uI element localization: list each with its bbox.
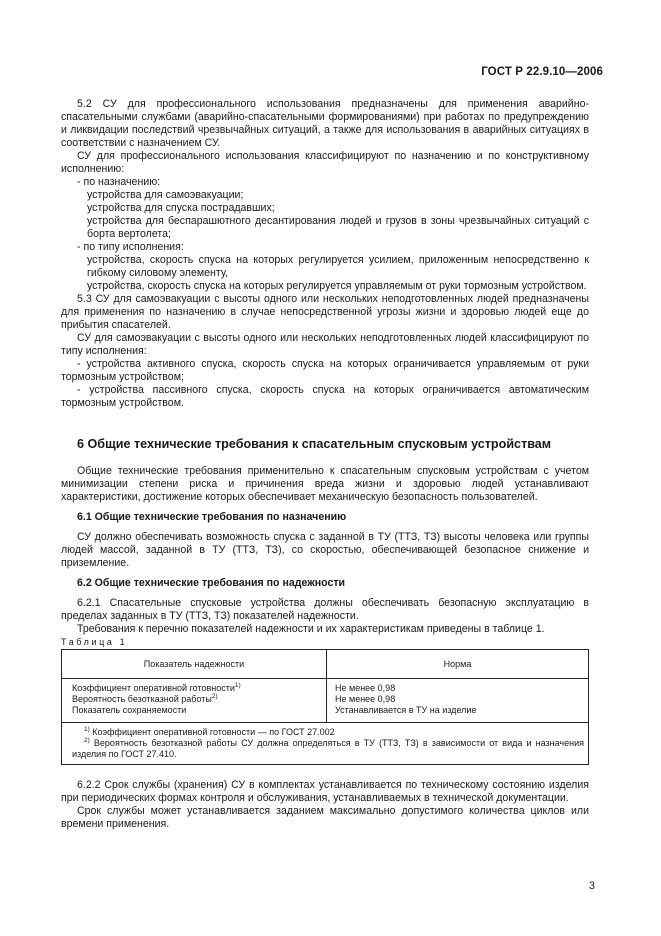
indicator-cell	[62, 679, 327, 723]
table-caption: Таблица 1	[61, 637, 128, 647]
footnote-mark: 1)	[84, 726, 90, 733]
norm-value: Не менее 0,98	[335, 694, 396, 704]
list-heading-type: - по типу исполнения:	[77, 241, 184, 253]
list-item: устройства для самоэвакуации;	[87, 189, 244, 201]
indicator-name: Вероятность безотказной работы	[72, 694, 212, 704]
paragraph-6-2-2-b: Срок службы может устанавливается заданием максимально допустимого количества циклов или времени применения.	[61, 805, 589, 830]
paragraph-5-3-classify: СУ для самоэвакуации с высоты одного или нескольких неподготовленных людей классифицируют по типу исполнения:	[61, 332, 589, 357]
section-6-1-text: СУ должно обеспечивать возможность спуска с заданной в ТУ (ТТЗ, ТЗ) высоты человека или группы людей массой, заданной в ТУ (ТТЗ, ТЗ), со скоростью, обеспечивающей безопасное снижение и приземление.	[61, 531, 589, 569]
table-reference: Требования к перечню показателей надежности и их характеристикам приведены в таблице 1.	[77, 623, 545, 635]
list-item: устройства для беспарашютного десантирования людей и грузов в зоны чрезвычайных ситуаций с борта вертолета;	[87, 215, 589, 240]
reliability-table	[61, 649, 589, 765]
column-header: Норма	[327, 650, 589, 679]
list-heading-purpose: - по назначению:	[77, 176, 161, 188]
paragraph-6-2-1: 6.2.1 Спасательные спусковые устройства должны обеспечивать безопасную эксплуатацию в пределах заданных в ТУ (ТТЗ, ТЗ) показателей надежности.	[61, 597, 589, 622]
list-item: - устройства активного спуска, скорость спуска на которых ограничивается управляемым от руки тормозным устройством;	[61, 358, 589, 383]
footnote-mark: 1)	[234, 682, 241, 689]
section-6-1-title: 6.1 Общие технические требования по назначению	[77, 511, 347, 523]
document-code: ГОСТ Р 22.9.10—2006	[481, 66, 603, 78]
footnote-mark: 2)	[211, 693, 218, 700]
table-header-row	[62, 650, 589, 679]
page-number: 3	[588, 880, 595, 892]
table-row	[62, 679, 589, 723]
norm-cell	[327, 679, 589, 723]
page-content	[61, 98, 589, 831]
list-item: устройства для спуска пострадавших;	[87, 202, 275, 214]
table-note: $^{1)}$ Коэффициент оперативной готовности — по ГОСТ 27.002	[84, 726, 335, 737]
column-header: Показатель надежности	[62, 650, 327, 679]
list-item: - устройства пассивного спуска, скорость спуска на которых ограничивается автоматическим тормозным устройством.	[61, 384, 589, 409]
list-item: устройства, скорость спуска на которых регулируется усилием, приложенным непосредственно к гибкому силовому элементу,	[87, 254, 589, 279]
indicator-name: Коэффициент оперативной готовности	[72, 683, 235, 693]
list-item: устройства, скорость спуска на которых регулируется управляемым от руки тормозным устройством.	[87, 280, 587, 292]
paragraph-5-3: 5.3 СУ для самоэвакуации с высоты одного или нескольких неподготовленных людей предназначены для применения по назначению в случае непосредственной угрозы жизни и здоровью людей еще до прибытия спасателей.	[61, 293, 589, 331]
norm-value: Устанавливается в ТУ на изделие	[335, 705, 477, 715]
paragraph-5-2-classify: СУ для профессионального использования классифицируют по назначению и по конструктивному исполнению:	[61, 150, 589, 175]
section-6-intro: Общие технические требования применительно к спасательным спусковым устройствам с учетом минимизации степени риска и причинения вреда жизни и здоровью людей устанавливают характеристики, достижение которых обеспечивает механическую безопасность пользователей.	[61, 465, 589, 503]
paragraph-6-2-2: 6.2.2 Срок службы (хранения) СУ в комплектах устанавливается по техническому состоянию изделия при периодических формах контроля и обслуживания, устанавливаемых в технической документации.	[61, 779, 589, 804]
table-note: $^{2)}$ Вероятность безотказной работы СУ должна определяться в ТУ (ТТЗ, ТЗ) в зависимости от вида и назначения изделия по ГОСТ 27.410.	[72, 737, 584, 759]
indicator-name: Показатель сохраняемости	[72, 705, 187, 715]
section-6-title: 6 Общие технические требования к спасательным спусковым устройствам	[77, 437, 552, 451]
norm-value: Не менее 0,98	[335, 683, 396, 693]
paragraph-5-2: 5.2 СУ для профессионального использования предназначены для применения аварийно-спасательными службами (аварийно-спасательными формированиями) при работах по предупреждению и ликвидации последствий чрезвычайных ситуаций, а также для использования в аварийных ситуациях в соответствии с назначением СУ.	[61, 98, 589, 149]
table-notes	[62, 723, 589, 765]
table-notes-row	[62, 723, 589, 765]
section-6-2-title: 6.2 Общие технические требования по надежности	[77, 577, 346, 589]
footnote-mark: 2)	[84, 737, 90, 744]
